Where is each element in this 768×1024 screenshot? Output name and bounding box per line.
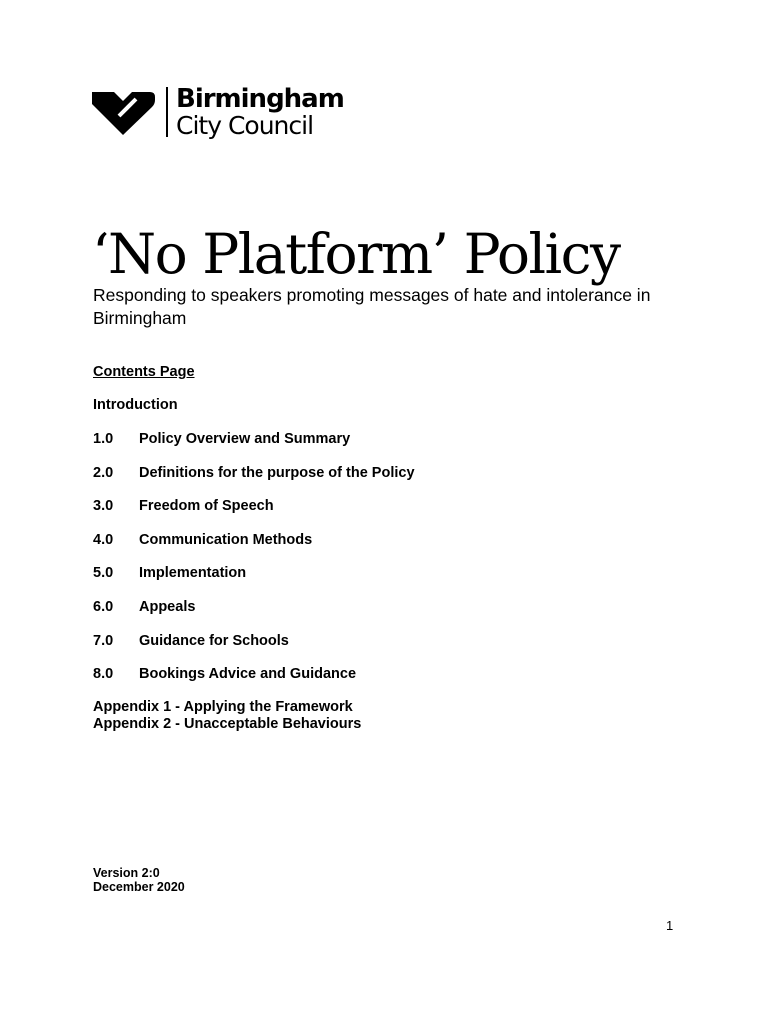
- toc-item-number: 6.0: [93, 598, 114, 615]
- logo-divider: [166, 87, 168, 137]
- toc-item-number: 4.0: [93, 531, 114, 548]
- heart-logo-icon: [92, 88, 156, 136]
- toc-item: [93, 430, 415, 464]
- toc-item-label: Policy Overview and Summary: [139, 431, 351, 447]
- birmingham-city-council-logo: [92, 86, 344, 138]
- toc-item-number: 1.0: [93, 431, 114, 447]
- toc-item-number: 8.0: [93, 666, 114, 683]
- toc-item: [93, 564, 415, 598]
- version-info: [93, 866, 185, 894]
- toc-item-label: Implementation: [139, 565, 247, 582]
- toc-item-number: 2.0: [93, 464, 114, 481]
- toc-item-number: 5.0: [93, 565, 114, 582]
- document-title: ‘No Platform’ Policy: [92, 222, 620, 286]
- toc-item-label: Appeals: [139, 598, 196, 615]
- toc-item: [93, 632, 415, 666]
- toc-item: [93, 464, 415, 498]
- toc-item-label: Guidance for Schools: [139, 632, 289, 649]
- document-subtitle: Responding to speakers promoting messages of hate and intolerance in Birmingham: [93, 285, 651, 328]
- contents-heading: Contents Page: [93, 364, 195, 380]
- contents-section: [93, 363, 693, 732]
- contents-introduction: Introduction: [93, 397, 178, 413]
- toc-item-label: Definitions for the purpose of the Policy: [139, 464, 415, 481]
- toc-item: [93, 497, 415, 531]
- appendix-1: Appendix 1 - Applying the Framework: [93, 699, 353, 715]
- version-date: December 2020: [93, 880, 185, 894]
- page-number: 1: [666, 918, 674, 933]
- appendix-list: [93, 699, 361, 733]
- toc-item-number: 3.0: [93, 498, 114, 515]
- toc-item-label: Freedom of Speech: [139, 498, 274, 515]
- logo-line-2: City Council: [176, 111, 314, 140]
- logo-text: [176, 86, 344, 138]
- version-label: Version 2:0: [93, 866, 160, 880]
- toc-item-number: 7.0: [93, 632, 114, 649]
- appendix-2: Appendix 2 - Unacceptable Behaviours: [93, 716, 362, 732]
- toc-item: [93, 598, 415, 632]
- toc-item: [93, 665, 415, 699]
- logo-line-1: Birmingham: [176, 84, 344, 114]
- toc-item-label: Communication Methods: [139, 531, 313, 548]
- toc-item: [93, 531, 415, 565]
- table-of-contents: [93, 430, 415, 699]
- toc-item-label: Bookings Advice and Guidance: [139, 666, 357, 683]
